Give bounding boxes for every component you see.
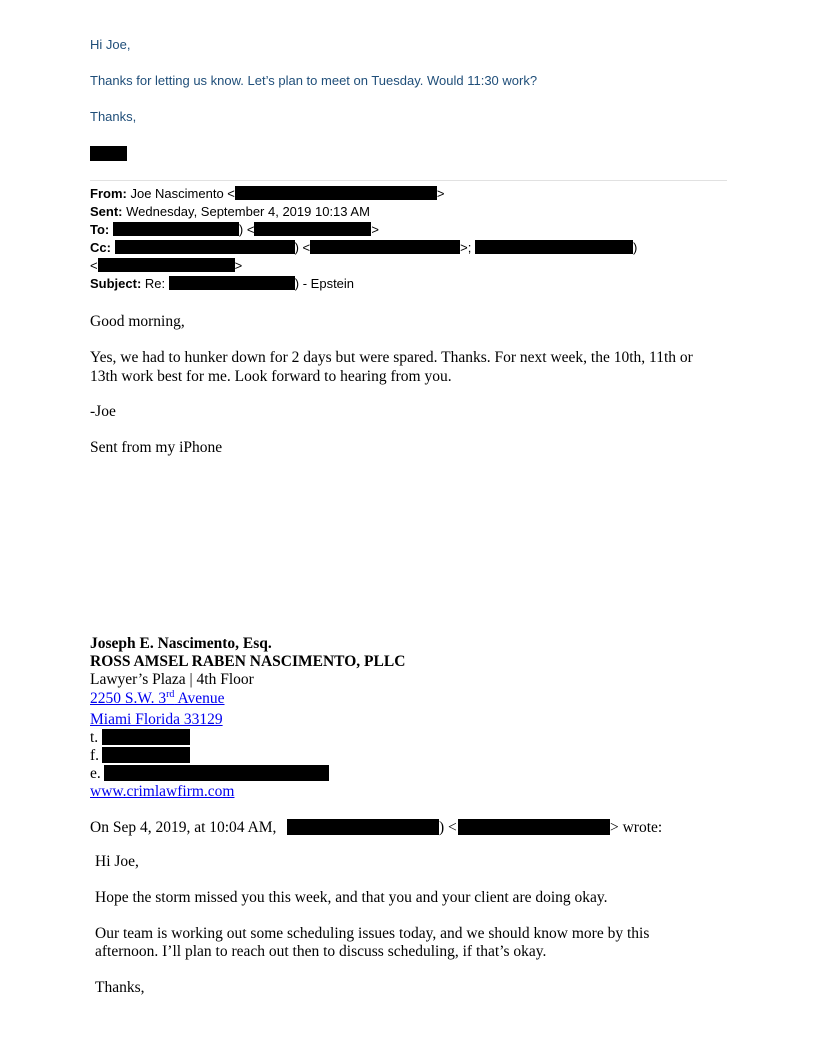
signature-phone xyxy=(90,728,98,747)
quoted-intro-pre: On Sep 4, 2019, at 10:04 AM, xyxy=(90,819,277,836)
quoted-para-1: Hope the storm missed you this week, and that you and your client are doing okay. xyxy=(95,889,608,906)
cc-line2-start: < xyxy=(90,258,98,273)
quoted-intro-mid: ) < xyxy=(439,819,457,836)
from-end: > xyxy=(436,186,445,201)
from-line xyxy=(90,186,444,202)
redacted-from-email xyxy=(235,186,437,200)
email-label: e. xyxy=(90,765,101,782)
signature-firm: ROSS AMSEL RABEN NASCIMENTO, PLLC xyxy=(90,653,406,670)
reply-greeting: Hi Joe, xyxy=(90,37,131,52)
message-body-line-2: 13th work best for me. Look forward to hearing from you. xyxy=(90,368,452,385)
cc-mid-2: >; xyxy=(460,240,472,255)
signature-address xyxy=(90,689,225,708)
redacted-subject-name xyxy=(169,276,295,290)
redacted-fax xyxy=(102,747,190,763)
redacted-phone xyxy=(102,729,190,745)
redacted-signature xyxy=(90,146,127,161)
redacted-cc-name-1 xyxy=(115,240,295,254)
subject-label: Subject: xyxy=(90,276,142,291)
message-greeting: Good morning, xyxy=(90,313,185,330)
redacted-to-name xyxy=(113,222,239,236)
header-divider xyxy=(90,180,727,181)
fax-label: f. xyxy=(90,747,100,764)
sent-line xyxy=(90,204,370,220)
message-sign: -Joe xyxy=(90,403,116,420)
cc-end-1: ) xyxy=(632,240,638,255)
redacted-quoted-name xyxy=(287,819,439,835)
redacted-cc-email-2 xyxy=(98,258,235,272)
to-mid: ) < xyxy=(238,222,255,237)
signature-email xyxy=(90,764,101,783)
message-body-line-1: Yes, we had to hunker down for 2 days but were spared. Thanks. For next week, the 10th, 11th or xyxy=(90,349,693,366)
from-label: From: xyxy=(90,186,127,201)
sent-label: Sent: xyxy=(90,204,123,219)
signature-building: Lawyer’s Plaza | 4th Floor xyxy=(90,671,254,688)
cc-label: Cc: xyxy=(90,240,111,255)
subject-prefix: Re: xyxy=(144,276,166,291)
quoted-para-2-line-1: Our team is working out some scheduling issues today, and we should know more by this xyxy=(95,925,650,942)
quoted-intro-end: > wrote: xyxy=(610,819,663,836)
quoted-closing: Thanks, xyxy=(95,979,145,996)
city-link[interactable]: Miami Florida 33129 xyxy=(90,711,223,728)
redacted-cc-name-2 xyxy=(475,240,633,254)
cc-line2-end: > xyxy=(234,258,243,273)
cc-mid-1: ) < xyxy=(294,240,311,255)
to-label: To: xyxy=(90,222,110,237)
signature-website xyxy=(90,782,234,801)
reply-body: Thanks for letting us know. Let’s plan to meet on Tuesday. Would 11:30 work? xyxy=(90,73,538,88)
signature-fax xyxy=(90,746,99,765)
redacted-cc-email-1 xyxy=(310,240,460,254)
quoted-para-2-line-2: afternoon. I’ll plan to reach out then to discuss scheduling, if that’s okay. xyxy=(95,943,547,960)
reply-closing: Thanks, xyxy=(90,109,137,124)
cc-line-2 xyxy=(90,258,242,274)
address-link[interactable]: 2250 S.W. 3rd Avenue xyxy=(90,688,225,707)
signature-name: Joseph E. Nascimento, Esq. xyxy=(90,635,272,652)
from-name: Joe Nascimento < xyxy=(130,186,235,201)
sent-value: Wednesday, September 4, 2019 10:13 AM xyxy=(126,204,370,219)
to-end: > xyxy=(371,222,380,237)
redacted-email xyxy=(104,765,329,781)
subject-line xyxy=(90,276,354,292)
quoted-intro xyxy=(90,818,276,837)
to-line xyxy=(90,222,379,238)
phone-label: t. xyxy=(90,729,99,746)
signature-city xyxy=(90,710,223,729)
website-link[interactable]: www.crimlawfirm.com xyxy=(90,783,235,800)
sent-from-line: Sent from my iPhone xyxy=(90,439,223,456)
cc-line xyxy=(90,240,637,256)
redacted-quoted-email xyxy=(458,819,610,835)
subject-suffix: ) - Epstein xyxy=(294,276,355,291)
redacted-to-email xyxy=(254,222,371,236)
quoted-greeting: Hi Joe, xyxy=(95,853,139,870)
